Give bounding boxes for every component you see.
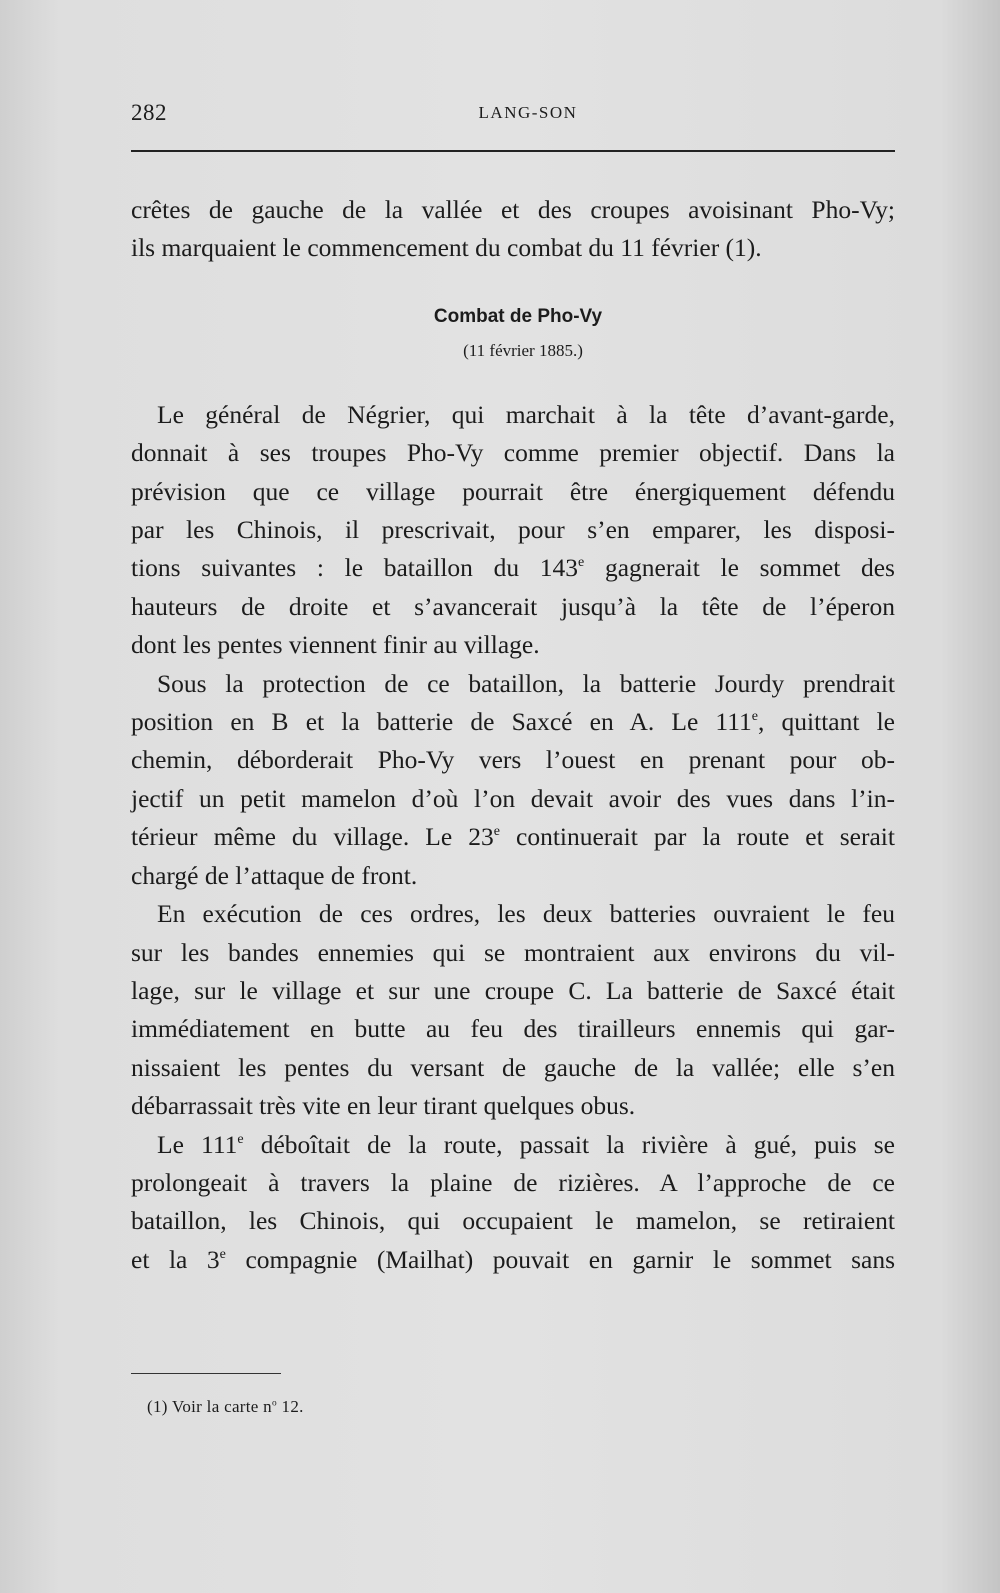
body-text	[131, 191, 895, 1279]
superscript: e	[751, 709, 759, 725]
page-header	[131, 100, 895, 140]
section-title: Combat de Pho-Vy	[433, 305, 603, 327]
text-segment: compagnie (Mailhat) pouvait en garnir le sommet sans	[225, 1244, 895, 1274]
text-line	[131, 1126, 895, 1164]
text-segment: gagnerait le sommet des	[584, 553, 895, 583]
text-line: Sous la protection de ce bataillon, la batterie Jourdy prendrait	[157, 668, 895, 698]
superscript: e	[493, 824, 500, 840]
text-line: sur les bandes ennemies qui se montraient aux environs du vil-	[131, 937, 895, 967]
text-segment: Le 111	[157, 1129, 238, 1159]
text-segment: continuerait par la route et serait	[499, 822, 895, 852]
text-line: jectif un petit mamelon d’où l’on devait avoir des vues dans l’in-	[131, 783, 895, 813]
superscript: e	[237, 1131, 244, 1147]
text-segment: position en B et la batterie de Saxcé en A. Le 111	[131, 707, 752, 737]
running-head: LANG-SON	[478, 103, 578, 122]
text-line: ils marquaient le commencement du combat du 11 février (1).	[131, 233, 762, 263]
text-line	[131, 1241, 895, 1279]
text-line: prévision que ce village pourrait être énergiquement défendu	[131, 476, 895, 506]
text-line: crêtes de gauche de la vallée et des croupes avoisinant Pho-Vy;	[131, 195, 895, 224]
text-line: chargé de l’attaque de front.	[131, 860, 418, 890]
text-segment: , quittant le	[758, 707, 895, 737]
text-line: donnait à ses troupes Pho-Vy comme premier objectif. Dans la	[131, 438, 895, 468]
footnote-rule	[131, 1373, 281, 1374]
text-line: nissaient les pentes du versant de gauche de la vallée; elle s’en	[131, 1052, 895, 1082]
text-line	[131, 549, 895, 587]
text-segment: tions suivantes : le bataillon du 143	[131, 553, 579, 583]
text-line: par les Chinois, il prescrivait, pour s’en emparer, les disposi-	[131, 515, 895, 545]
superscript: e	[219, 1246, 226, 1262]
text-line: immédiatement en butte au feu des tirailleurs ennemis qui gar-	[131, 1014, 895, 1044]
superscript: o	[271, 1398, 277, 1409]
section-date: (11 février 1885.)	[463, 340, 583, 360]
page-number: 282	[131, 100, 167, 125]
text-line: bataillon, les Chinois, qui occupaient le mamelon, se retiraient	[131, 1206, 895, 1236]
text-line: hauteurs de droite et s’avancerait jusqu’à la tête de l’éperon	[131, 591, 895, 621]
text-line	[131, 703, 895, 741]
footnote-text-end: 12.	[276, 1397, 304, 1416]
footnote-text: (1) Voir la carte n	[147, 1397, 272, 1416]
text-line	[131, 818, 895, 856]
text-line: En exécution de ces ordres, les deux batteries ouvraient le feu	[157, 899, 895, 929]
text-line: débarrassait très vite en leur tirant quelques obus.	[131, 1091, 636, 1121]
header-rule	[131, 150, 895, 152]
superscript: e	[578, 555, 585, 571]
text-line: Le général de Négrier, qui marchait à la tête d’avant-garde,	[157, 399, 895, 429]
text-line: lage, sur le village et sur une croupe C. La batterie de Saxcé était	[131, 975, 895, 1005]
text-segment: déboîtait de la route, passait la rivière à gué, puis se	[243, 1129, 895, 1159]
text-segment: térieur même du village. Le 23	[131, 822, 494, 852]
footnote	[147, 1397, 304, 1417]
text-line: dont les pentes viennent finir au village.	[131, 630, 540, 660]
text-line: prolongeait à travers la plaine de rizières. A l’approche de ce	[131, 1167, 895, 1197]
text-line: chemin, déborderait Pho-Vy vers l’ouest en prenant pour ob-	[131, 745, 895, 775]
text-segment: et la 3	[131, 1244, 220, 1274]
